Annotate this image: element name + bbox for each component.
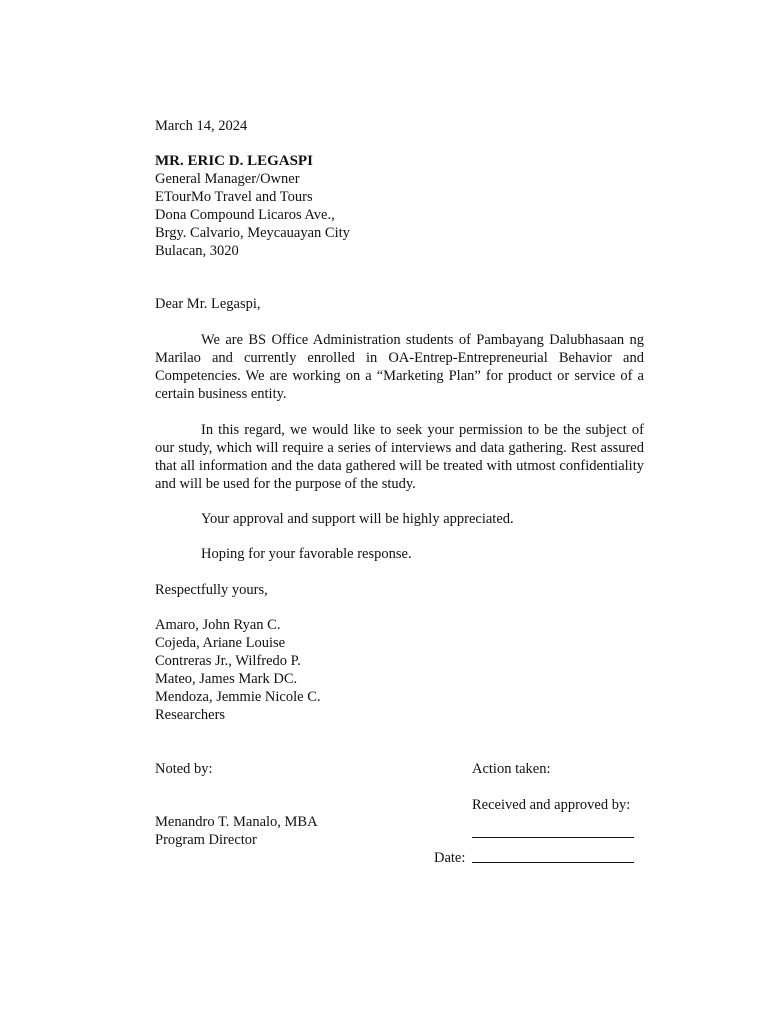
researcher-name: Contreras Jr., Wilfredo P.	[155, 653, 301, 669]
recipient-address-line1: Dona Compound Licaros Ave.,	[155, 207, 335, 223]
received-approved-label: Received and approved by:	[472, 797, 631, 813]
recipient-name: MR. ERIC D. LEGASPI	[155, 153, 313, 169]
body-paragraph-3: Your approval and support will be highly appreciated.	[201, 511, 514, 527]
recipient-address-line3: Bulacan, 3020	[155, 243, 239, 259]
body-paragraph-1: We are BS Office Administration students of Pambayang Dalubhasaan ng Marilao and currently enrolled in OA-Entrep-Entrepreneurial Behavior and Competencies. We are working on a “Marketing Plan” for product or service of a certain business entity.	[155, 332, 644, 402]
researcher-name: Cojeda, Ariane Louise	[155, 635, 286, 651]
closing: Respectfully yours,	[155, 582, 268, 598]
researchers-label: Researchers	[155, 707, 226, 723]
letter-date: March 14, 2024	[155, 118, 248, 134]
date-label: Date:	[434, 850, 466, 866]
noted-by-name: Menandro T. Manalo, MBA	[155, 814, 318, 830]
body-paragraph-2: In this regard, we would like to seek your permission to be the subject of our study, which will require a series of interviews and data gathering. Rest assured that all information and the data gathered will be treated with utmost confidentiality and will be used for the purpose of the study.	[155, 422, 644, 492]
recipient-title: General Manager/Owner	[155, 171, 300, 187]
researcher-name: Amaro, John Ryan C.	[155, 617, 281, 633]
recipient-address-line2: Brgy. Calvario, Meycauayan City	[155, 225, 350, 241]
body-paragraph-4: Hoping for your favorable response.	[201, 546, 412, 562]
salutation: Dear Mr. Legaspi,	[155, 296, 261, 312]
action-taken-label: Action taken:	[472, 761, 551, 777]
date-line	[472, 862, 634, 863]
signature-line	[472, 837, 634, 838]
noted-by-label: Noted by:	[155, 761, 213, 777]
recipient-company: ETourMo Travel and Tours	[155, 189, 313, 205]
noted-by-title: Program Director	[155, 832, 257, 848]
researcher-name: Mendoza, Jemmie Nicole C.	[155, 689, 321, 705]
researcher-name: Mateo, James Mark DC.	[155, 671, 298, 687]
